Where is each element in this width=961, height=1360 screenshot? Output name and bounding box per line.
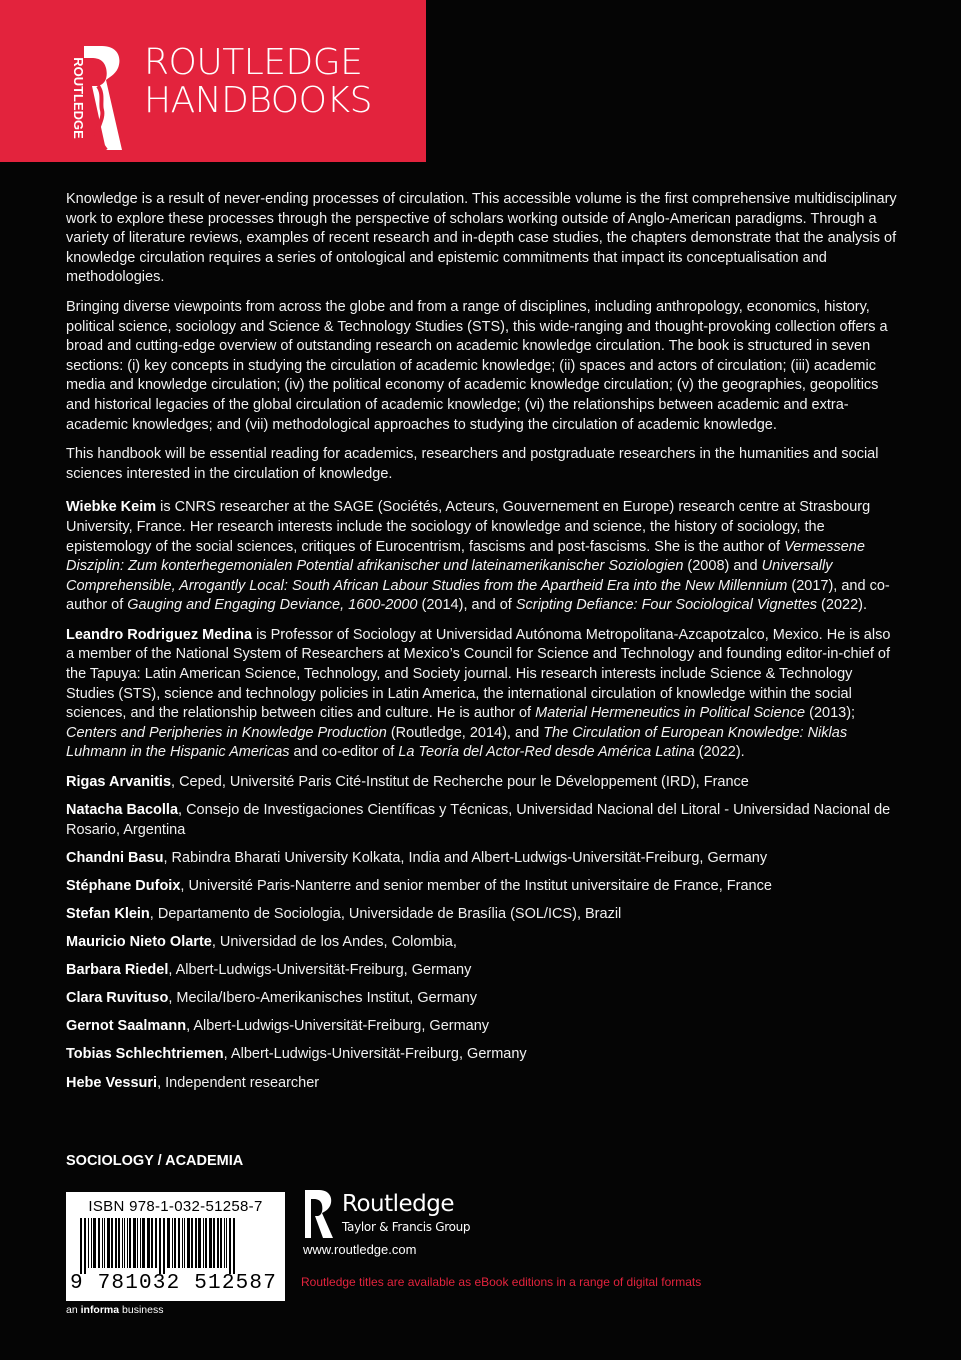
- barcode-bar: [174, 1218, 176, 1268]
- barcode-bar: [195, 1218, 197, 1268]
- subject-category: SOCIOLOGY / ACADEMIA: [66, 1153, 244, 1169]
- barcode-bar: [217, 1218, 219, 1268]
- informa-business-note: [66, 1304, 163, 1316]
- barcode-bar: [209, 1218, 212, 1268]
- contributor-affiliation: , Independent researcher: [157, 1074, 320, 1091]
- informa-prefix: an: [66, 1304, 81, 1316]
- barcode-bar: [229, 1218, 231, 1274]
- bio-text: and co-editor of: [289, 744, 399, 761]
- contributor-item: [66, 1045, 902, 1065]
- contributor-affiliation: , Mecila/Ibero-Amerikanisches Institut, Germany: [168, 990, 477, 1007]
- contributor-affiliation: , Universidad de los Andes, Colombia,: [211, 934, 457, 951]
- contributor-affiliation: , Rabindra Bharati University Kolkata, India and Albert-Ludwigs-Universität-Freiburg, Germany: [163, 849, 768, 866]
- book-title: Universally Comprehensible, Arrogantly Local: South African Labour Studies from the Apartheid Era into the New Millennium: [66, 558, 833, 594]
- contributor-item: [66, 877, 902, 897]
- contributor-affiliation: , Albert-Ludwigs-Universität-Freiburg, Germany: [223, 1046, 527, 1063]
- book-title: La Teoría del Actor-Red desde América Latina: [398, 744, 695, 761]
- description-paragraph-1: Knowledge is a result of never-ending processes of circulation. This accessible volume is the first comprehensive multidisciplinary work to explore these processes through the perspective of scholars working outside of Anglo-American paradigms. Through a variety of literature reviews, examples of recent research and in-depth case studies, the chapters demonstrate that the analysis of knowledge circulation requires a series of ontological and epistemic commitments that impact its conceptualisation and methodologies.: [66, 191, 897, 286]
- barcode-bar: [137, 1218, 138, 1268]
- barcode-bar: [226, 1218, 227, 1268]
- brand-vertical-text: ROUTLEDGE: [71, 57, 86, 139]
- bio-text: (2008) and: [683, 558, 762, 575]
- editor-bio-medina: [66, 626, 902, 763]
- series-banner: [0, 0, 426, 162]
- barcode-bar: [140, 1218, 141, 1268]
- barcode-bar: [172, 1218, 173, 1268]
- barcode-bar: [107, 1218, 110, 1268]
- contributor-item: [66, 933, 902, 953]
- isbn-label: ISBN 978-1-032-51258-7: [88, 1198, 263, 1215]
- bio-text: (2022).: [817, 597, 868, 614]
- book-title: Scripting Defiance: Four Sociological Vignettes: [515, 597, 818, 614]
- contributor-name: Chandni Basu: [66, 849, 164, 866]
- contributor-item: [66, 849, 902, 869]
- contributor-name: Stefan Klein: [66, 906, 150, 922]
- contributor-affiliation: , Albert-Ludwigs-Universität-Freiburg, Germany: [168, 962, 472, 979]
- contributor-affiliation: , Departamento de Sociologia, Universidade de Brasília (SOL/ICS), Brazil: [149, 906, 622, 922]
- barcode-bar: [184, 1218, 185, 1268]
- barcode-bar: [155, 1218, 157, 1268]
- barcode-bar: [104, 1218, 105, 1268]
- contributor-item: [66, 773, 902, 793]
- barcode-bar: [147, 1218, 150, 1268]
- barcode-bar: [220, 1218, 222, 1268]
- barcode-bars: [70, 1218, 281, 1274]
- contributor-item: [66, 989, 902, 1009]
- editor-name: Leandro Rodriguez Medina: [66, 626, 253, 643]
- barcode-bar: [142, 1218, 145, 1268]
- barcode-bar: [124, 1218, 125, 1268]
- bio-text: (2022).: [694, 744, 745, 761]
- bio-text: (2017), and co-author of: [66, 577, 890, 614]
- barcode-bar: [205, 1218, 207, 1268]
- contributor-name: Mauricio Nieto Olarte: [66, 934, 212, 951]
- contributor-affiliation: , Université Paris-Nanterre and senior member of the Institut universitaire de France, France: [180, 877, 772, 894]
- contributor-item: [66, 961, 902, 981]
- bio-text: (Routledge, 2014), and: [386, 724, 544, 741]
- series-title: [144, 44, 372, 120]
- barcode-bar: [93, 1218, 96, 1268]
- barcode-bar: [122, 1218, 123, 1268]
- contributor-name: Hebe Vessuri: [66, 1074, 158, 1091]
- barcode-bar: [115, 1218, 117, 1268]
- routledge-profile-logo-icon: [62, 46, 124, 150]
- informa-word: informa: [80, 1304, 120, 1316]
- bio-text: (2014), and of: [417, 597, 516, 614]
- book-title: Centers and Peripheries in Knowledge Production: [66, 724, 387, 741]
- barcode-bar: [182, 1218, 183, 1268]
- bio-text: (2013);: [805, 705, 856, 722]
- barcode-bar: [203, 1218, 204, 1268]
- book-title: The Circulation of European Knowledge: Niklas Luhmann in the Hispanic Americas: [66, 724, 848, 761]
- barcode-bar: [127, 1218, 128, 1268]
- contributor-list: [66, 773, 902, 1093]
- barcode-bar: [102, 1218, 103, 1268]
- contributor-name: Barbara Riedel: [66, 962, 169, 979]
- barcode-bar: [187, 1218, 190, 1268]
- barcode-bar: [191, 1218, 193, 1268]
- barcode-bar: [133, 1218, 136, 1268]
- contributor-item: [66, 801, 902, 840]
- series-title-line1: ROUTLEDGE: [144, 42, 363, 83]
- contributor-name: Gernot Saalmann: [66, 1018, 187, 1035]
- barcode-bar: [129, 1218, 131, 1268]
- barcode-bar: [151, 1218, 153, 1268]
- contributor-affiliation: , Consejo de Investigaciones Científicas y Técnicas, Universidad Nacional del Litoral - Universidad Nacional de Rosario, Argentina: [66, 802, 891, 838]
- bio-text: is Professor of Sociology at Universidad Autónoma Metropolitana-Azcapotzalco, Mexico. He is also a member of the National System of Researchers at Mexico’s Council for Science and Technology and founding editor-in-chief of the Tapuya: Latin American Science, Technology, and Society journal. His research interests include Science & Technology Studies (STS), science and technology policies in Latin America, the international circulation of knowledge within the social sciences, and the relationship between cities and culture. He is author of: [66, 626, 891, 722]
- isbn-barcode: [66, 1192, 285, 1301]
- barcode-bar: [111, 1218, 113, 1268]
- description-paragraph-3: This handbook will be essential reading for academics, researchers and postgraduate researchers in the humanities and social sciences interested in the circulation of knowledge.: [66, 446, 879, 482]
- back-cover-text: [66, 190, 902, 1102]
- barcode-bar: [98, 1218, 100, 1268]
- book-title: Material Hermeneutics in Political Science: [535, 705, 806, 722]
- informa-suffix: business: [119, 1304, 164, 1316]
- routledge-publisher-logo-icon: [303, 1190, 335, 1238]
- barcode-bar: [233, 1218, 235, 1274]
- barcode-bar: [178, 1218, 180, 1268]
- contributor-name: Natacha Bacolla: [66, 802, 179, 819]
- contributor-item: [66, 1074, 902, 1094]
- contributor-name: Stéphane Dufoix: [66, 877, 181, 894]
- barcode-bar: [84, 1218, 86, 1274]
- barcode-bar: [91, 1218, 92, 1268]
- editor-name: Wiebke Keim: [66, 499, 157, 516]
- contributor-affiliation: , Albert-Ludwigs-Universität-Freiburg, Germany: [186, 1018, 490, 1035]
- publisher-website-link[interactable]: www.routledge.com: [303, 1242, 417, 1257]
- book-title: Gauging and Engaging Deviance, 1600-2000: [127, 597, 418, 614]
- publisher-group: Taylor & Francis Group: [342, 1220, 471, 1234]
- contributor-name: Tobias Schlechtriemen: [66, 1046, 224, 1063]
- barcode-bar: [80, 1218, 82, 1274]
- barcode-bar: [88, 1218, 89, 1268]
- barcode-bar: [167, 1218, 170, 1268]
- barcode-digits: 9 781032 512587: [70, 1272, 278, 1295]
- contributor-name: Rigas Arvanitis: [66, 774, 172, 791]
- contributor-name: Clara Ruvituso: [66, 990, 169, 1007]
- contributor-item: [66, 1017, 902, 1037]
- barcode-bar: [118, 1218, 120, 1268]
- barcode-bar: [159, 1218, 161, 1274]
- series-title-line2: HANDBOOKS: [144, 80, 372, 121]
- barcode-bar: [224, 1218, 225, 1268]
- barcode-bar: [198, 1218, 201, 1268]
- contributor-item: [66, 905, 902, 925]
- editor-bio-keim: [66, 498, 902, 616]
- bio-text: is CNRS researcher at the SAGE (Sociétés, Acteurs, Gouvernement en Europe) research centre at Strasbourg University, France. Her research interests include the sociology of knowledge and science, the history of sociology, the epistemology of the social sciences, critiques of Eurocentrism, fascisms and post-fascisms. She is the author of: [66, 499, 871, 555]
- contributor-affiliation: , Ceped, Université Paris Cité-Institut de Recherche pour le Développement (IRD), France: [171, 774, 749, 791]
- book-title: Vermessene Disziplin: Zum konterhegemonialen Potential afrikanischer und lateinamerikanischer Soziologien: [66, 538, 865, 575]
- ebook-availability-note: Routledge titles are available as eBook editions in a range of digital formats: [301, 1275, 702, 1289]
- barcode-bar: [163, 1218, 165, 1274]
- barcode-bar: [213, 1218, 215, 1268]
- publisher-name: Routledge: [342, 1191, 455, 1217]
- description-paragraph-2: Bringing diverse viewpoints from across the globe and from a range of disciplines, including anthropology, economics, history, political science, sociology and Science & Technology Studies (STS), this wide-ranging and thought-provoking collection offers a broad and cutting-edge overview of outstanding research on academic knowledge circulation. The book is structured in seven sections: (i) key concepts in studying the circulation of academic knowledge; (ii) spaces and actors of circulation; (iii) academic media and knowledge circulation; (iv) the political economy of academic knowledge circulation; (v) the geographies, geopolitics and historical legacies of the global circulation of academic knowledge; (vi) the relationships between academic and extra-academic knowledges; and (vii) methodological approaches to studying the circulation of academic knowledge.: [66, 298, 888, 433]
